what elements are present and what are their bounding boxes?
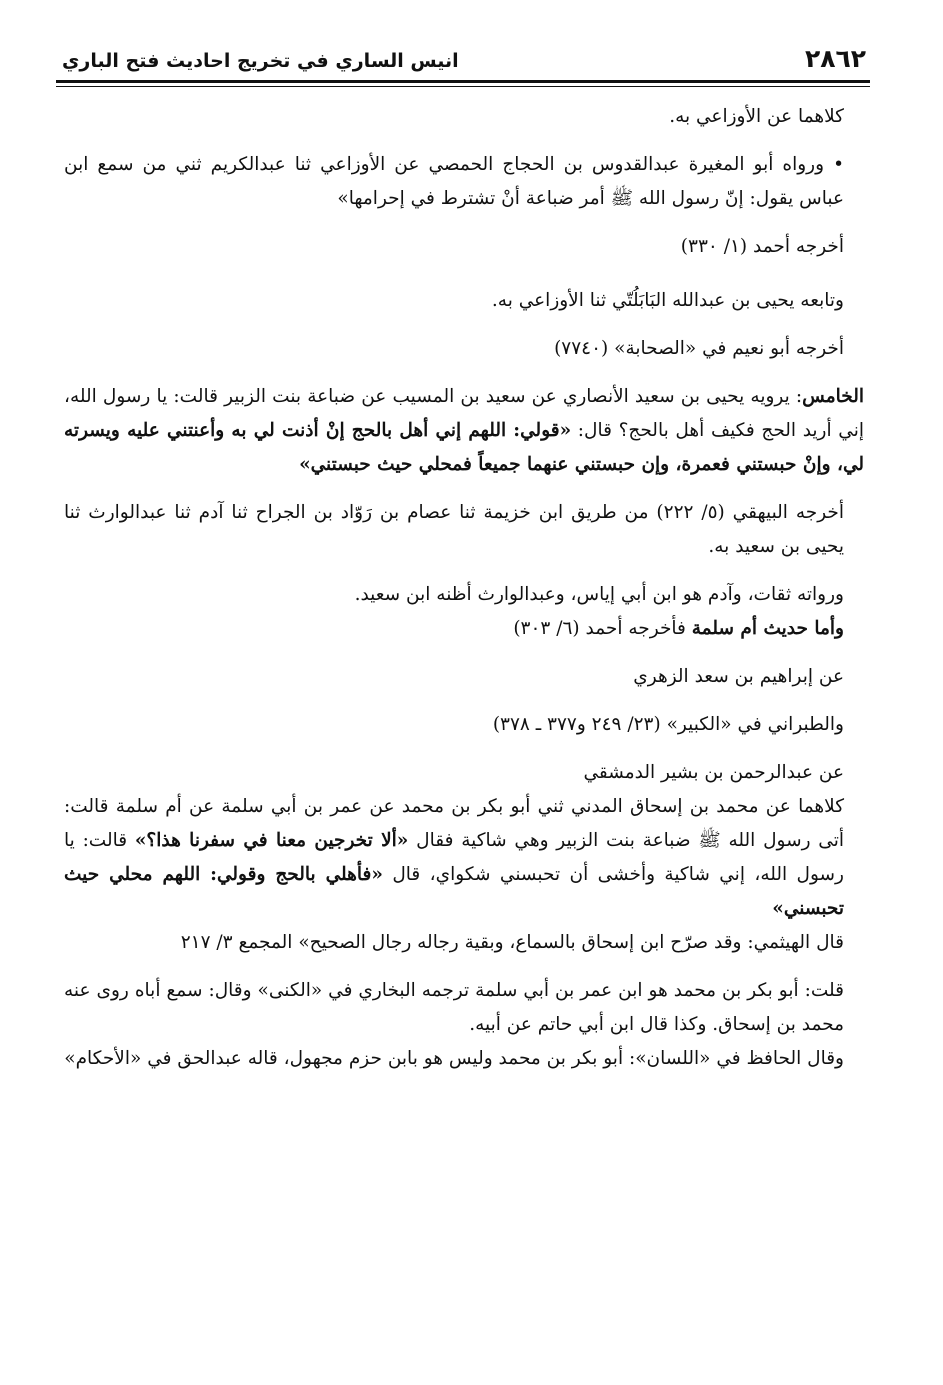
paragraph: وقال الحافظ في «اللسان»: أبو بكر بن محمد وليس هو بابن حزم مجهول، قاله عبدالحق في «الأحكام» [64, 1048, 844, 1069]
paragraph: أخرجه أبو نعيم في «الصحابة» (٧٧٤٠) [554, 338, 844, 359]
paragraph: أخرجه البيهقي (٥/ ٢٢٢) من طريق ابن خزيمة ثنا عصام بن رَوّاد بن الجراح ثنا آدم ثنا عبدالوارث ثنا يحيى بن سعيد به. [64, 502, 844, 557]
paragraph: عن إبراهيم بن سعد الزهري [633, 666, 844, 687]
bold-quote: «فأهلي بالحج وقولي: اللهم محلي حيث تحبسني» [64, 864, 844, 919]
paragraph: • ورواه أبو المغيرة عبدالقدوس بن الحجاج الحمصي عن الأوزاعي ثنا عبدالكريم ثني من سمع ابن عباس يقول: إنّ رسول الله ﷺ أمر ضباعة أنْ تشترط في إحرامها» [64, 154, 844, 209]
header-rule-thin [56, 86, 870, 87]
header-rule-thick [56, 80, 870, 83]
paragraph [64, 790, 864, 926]
paragraph-text: قالت: يا رسول الله، إني شاكية وأخشى أن تحبسني شكواي، قال [64, 830, 844, 885]
page-header [56, 36, 870, 82]
paragraph: أخرجه أحمد (١/ ٣٣٠) [680, 236, 844, 257]
paragraph: قلت: أبو بكر بن محمد هو ابن عمر بن أبي سلمة ترجمه البخاري في «الكنى» وقال: سمع أباه روى عنه محمد بن إسحاق. وكذا قال ابن أبي حاتم عن أبيه. [64, 980, 844, 1035]
paragraph-text: فأخرجه أحمد (٦/ ٣٠٣) [513, 618, 692, 639]
paragraph-text: : يرويه يحيى بن سعيد الأنصاري عن سعيد بن المسيب عن ضباعة بنت الزبير قالت: يا رسول الله، إني أريد الحج فكيف أهل بالحج؟ قال: [64, 386, 864, 441]
bold-heading: الخامس [802, 386, 864, 407]
bold-quote: «ألا تخرجين معنا في سفرنا هذا؟» [134, 830, 409, 851]
running-title: انيس الساري في تخريج احاديث فتح الباري [62, 50, 459, 72]
paragraph: قال الهيثمي: وقد صرّح ابن إسحاق بالسماع، وبقية رجاله رجال الصحيح» المجمع ٣/ ٢١٧ [180, 932, 844, 953]
paragraph-text: كلاهما عن محمد بن إسحاق المدني ثني أبو بكر بن محمد عن عمر بن أبي سلمة عن أم سلمة قالت: أتى رسول الله ﷺ ضباعة بنت الزبير وهي شاكية فقال [64, 796, 844, 851]
page-body [64, 100, 864, 1076]
page-number: ٢٨٦٢ [804, 44, 866, 73]
paragraph [64, 612, 864, 646]
paragraph: وتابعه يحيى بن عبدالله البَابَلُتّي ثنا الأوزاعي به. [491, 290, 844, 311]
bold-quote: «قولي: اللهم إني أهل بالحج إنْ أذنت لي به وأعنتني عليه ويسرته لي، وإنْ حبستني فعمرة، وإن حبستني عنهما جميعاً فمحلي حيث حبستني» [64, 420, 864, 475]
paragraph: عن عبدالرحمن بن بشير الدمشقي [583, 762, 844, 783]
paragraph: ورواته ثقات، وآدم هو ابن أبي إياس، وعبدالوارث أظنه ابن سعيد. [354, 584, 844, 605]
paragraph: والطبراني في «الكبير» (٢٣/ ٢٤٩ و٣٧٧ ـ ٣٧٨) [492, 714, 844, 735]
paragraph [64, 380, 864, 482]
bold-heading: وأما حديث أم سلمة [691, 618, 844, 639]
paragraph: كلاهما عن الأوزاعي به. [669, 106, 844, 127]
